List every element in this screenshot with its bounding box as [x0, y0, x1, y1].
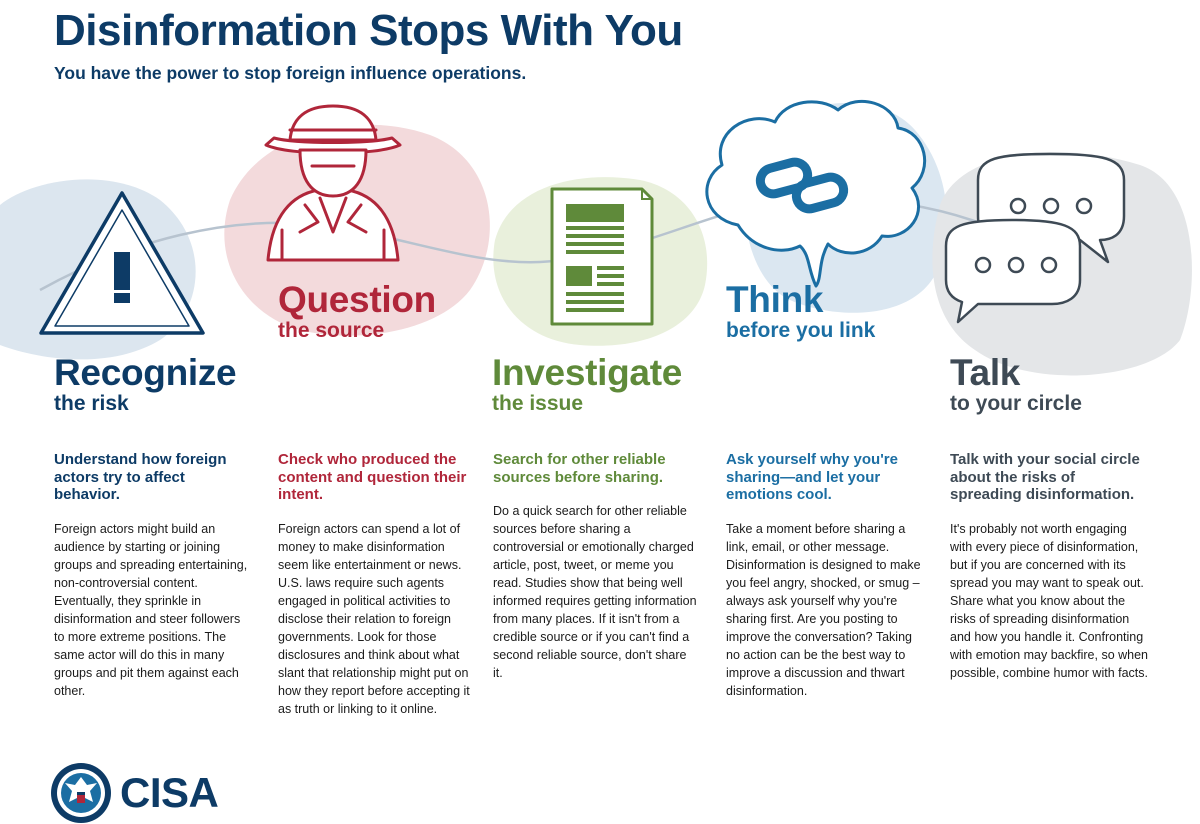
lead-talk: Talk with your social circle about the risks of spreading disinformation. [950, 451, 1140, 503]
page-title: Disinformation Stops With You [54, 6, 683, 55]
column-recognize [54, 451, 254, 700]
column-talk [950, 451, 1150, 682]
body-question: Foreign actors can spend a lot of money to make disinformation seem like entertainment or news. U.S. laws require such agents engaged in political activities to disclose their relation to foreign governments. Look for those disclosures and think about what slant that relationship might put on how they report before accepting it as truth or linking to it online. [278, 521, 470, 716]
page-subtitle: You have the power to stop foreign influence operations. [54, 63, 527, 83]
heading-investigate-subtitle: the issue [492, 392, 584, 415]
lead-question: Check who produced the content and question their intent. [278, 451, 467, 503]
heading-recognize-subtitle: the risk [54, 392, 129, 415]
heading-talk-subtitle: to your circle [950, 392, 1082, 415]
heading-question [278, 279, 436, 344]
heading-talk [950, 352, 1082, 417]
heading-recognize-title: Recognize [54, 352, 237, 393]
heading-investigate [492, 352, 682, 417]
heading-question-subtitle: the source [278, 319, 385, 342]
body-investigate: Do a quick search for other reliable sources before sharing a controversial or emotionally charged article, post, tweet, or meme you read. Studies show that being well informed requires getting information from many places. If it isn't from a credible source or if you can't find a second reliable source, don't share it. [493, 504, 697, 680]
lead-think: Ask yourself why you're sharing—and let your emotions cool. [726, 451, 898, 503]
heading-question-title: Question [278, 279, 436, 320]
heading-think-title: Think [726, 279, 824, 320]
document-icon [552, 189, 652, 324]
column-investigate [493, 451, 698, 682]
column-think [726, 451, 926, 700]
heading-talk-title: Talk [950, 352, 1021, 393]
lead-investigate: Search for other reliable sources before sharing. [493, 451, 666, 486]
heading-think-subtitle: before you link [726, 319, 876, 342]
column-question [278, 451, 478, 718]
heading-recognize [54, 352, 237, 417]
heading-think [726, 279, 876, 344]
body-recognize: Foreign actors might build an audience by starting or joining groups and spreading entertaining, non-controversial content. Eventually, they sprinkle in disinformation and steer followers to more extreme positions. The same actor will do this in many groups and pit them against each other. [54, 521, 248, 698]
logo-text: CISA [120, 769, 219, 816]
body-think: Take a moment before sharing a link, email, or other message. Disinformation is designed to make you feel angry, shocked, or smug – always ask yourself why you're sharing first. Are you posting to improve the conversation? Taking no action can be the best way to improve a discussion and thwart disinformation. [726, 521, 921, 698]
cisa-logo [50, 762, 218, 824]
lead-recognize: Understand how foreign actors try to affect behavior. [54, 451, 227, 503]
dhs-seal-icon [50, 762, 112, 824]
body-talk: It's probably not worth engaging with every piece of disinformation, but if you are concerned with its spread you may want to speak out. Share what you know about the risks of spreading disinformation and how you handle it. Confronting with emotion may backfire, so when possible, combine humor with facts. [950, 521, 1149, 680]
heading-investigate-title: Investigate [492, 352, 682, 393]
